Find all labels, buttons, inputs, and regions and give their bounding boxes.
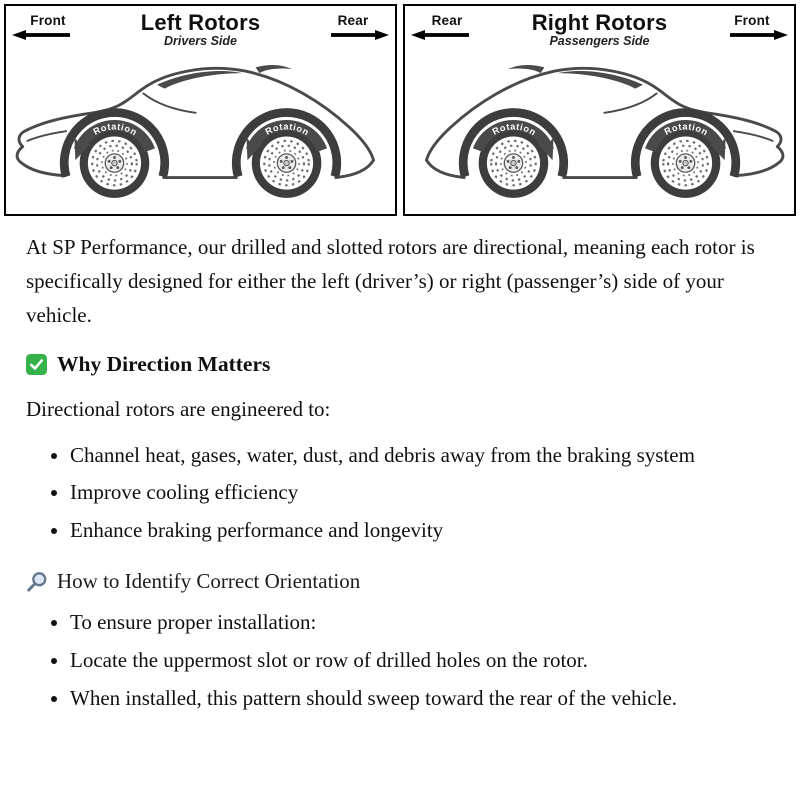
orientation-list (26, 606, 776, 715)
right-rotors-panel (403, 4, 796, 216)
bullet-item: • Channel heat, gases, water, dust, and debris away from the braking system (70, 439, 776, 473)
rotation-label: Rotation (91, 121, 139, 138)
bullet-item: • When installed, this pattern should sweep toward the rear of the vehicle. (70, 682, 776, 716)
car-outline-mirrored (426, 65, 782, 198)
section-heading-orientation (26, 569, 776, 594)
arrow-left-icon (411, 30, 469, 40)
right-panel-subtitle: Passengers Side (549, 34, 650, 49)
left-car-illustration (12, 49, 389, 215)
rotor-direction-diagram (4, 4, 796, 216)
magnifier-icon (26, 571, 48, 593)
arrow-left-icon (12, 30, 70, 40)
left-panel-subtitle: Drivers Side (164, 34, 237, 49)
left-panel-title: Left Rotors (140, 10, 261, 35)
right-panel-header (411, 10, 788, 49)
left-panel-title-block (141, 10, 261, 49)
bullet-item: • To ensure proper installation: (70, 606, 776, 640)
why-direction-list (26, 439, 776, 548)
lead-paragraph: Directional rotors are engineered to: (26, 397, 331, 422)
rear-direction-label: Rear (411, 14, 469, 40)
right-car-illustration (411, 49, 788, 215)
bullet-item: • Locate the uppermost slot or row of drilled holes on the rotor. (70, 644, 776, 678)
bullet-item: • Improve cooling efficiency (70, 476, 776, 510)
rear-direction-label: Rear (331, 14, 389, 40)
heading-text: How to Identify Correct Orientation (57, 569, 361, 594)
arrow-right-icon (331, 30, 389, 40)
rotation-label: Rotation (490, 121, 538, 138)
arrow-right-icon (730, 30, 788, 40)
section-heading-why-direction (26, 352, 776, 377)
article (4, 216, 796, 715)
heading-text: Why Direction Matters (57, 352, 271, 377)
intro-paragraph: At SP Performance, our drilled and slotted rotors are directional, meaning each rotor is specifically designed for either the left (driver’s) or right (passenger’s) side of your vehicle. (26, 235, 755, 328)
bullet-item: • Enhance braking performance and longevity (70, 514, 776, 548)
left-rotors-panel (4, 4, 397, 216)
left-panel-header (12, 10, 389, 49)
right-panel-title-block (532, 10, 668, 49)
rotation-label: Rotation (263, 121, 312, 138)
green-checkmark-icon (26, 354, 47, 375)
right-panel-title: Right Rotors (531, 10, 668, 35)
car-outline (17, 65, 373, 198)
rotation-label: Rotation (662, 121, 711, 138)
front-direction-label: Front (12, 14, 70, 40)
front-direction-label: Front (730, 14, 788, 40)
